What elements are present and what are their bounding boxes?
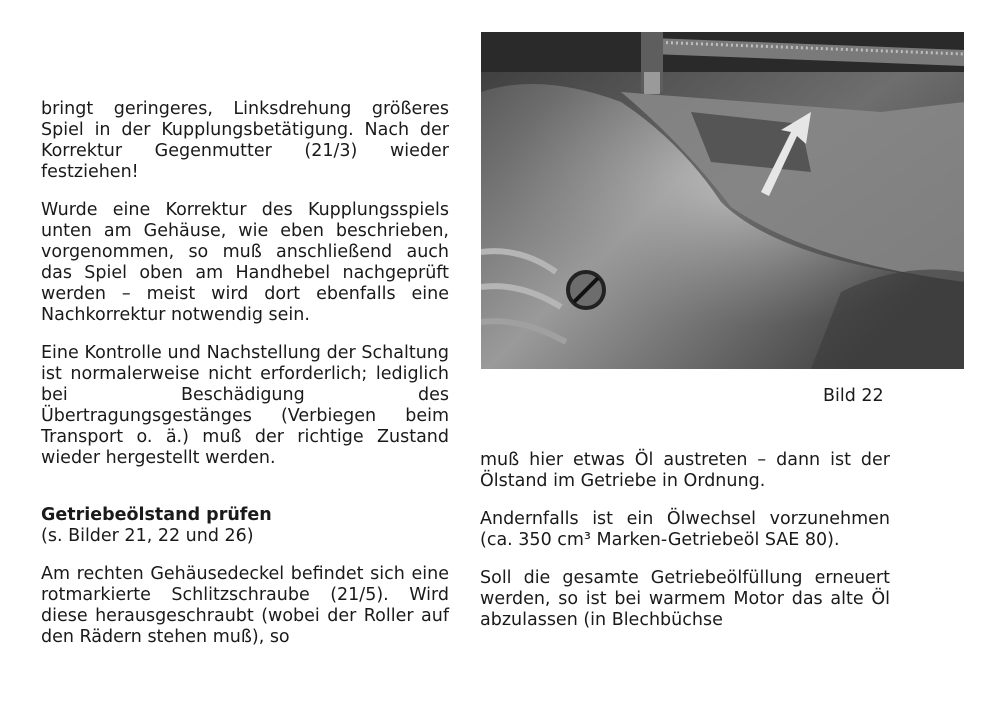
engine-photo	[481, 32, 964, 369]
paragraph-oil-drain: Soll die gesamte Getriebeölfüllung erneuert werden, so ist bei warmem Motor das alte Öl abzulassen (in Blechbüchse	[480, 568, 890, 630]
left-column	[41, 99, 449, 648]
section-heading: Getriebeölstand prüfen	[41, 505, 272, 525]
paragraph-oil-level: muß hier etwas Öl austreten – dann ist der Ölstand im Getriebe in Ordnung.	[480, 450, 890, 491]
section-subheading: (s. Bilder 21, 22 und 26)	[41, 526, 254, 546]
paragraph-oil-change: Andernfalls ist ein Ölwechsel vorzunehmen (ca. 350 cm³ Marken-Getriebeöl SAE 80).	[480, 509, 890, 550]
right-column	[480, 450, 890, 631]
paragraph-clutch-adjust: bringt geringeres, Linksdrehung größeres Spiel in der Kupplungsbetätigung. Nach der Korrektur Gegenmutter (21/3) wieder festziehen!	[41, 99, 449, 182]
paragraph-gearshift: Eine Kontrolle und Nachstellung der Schaltung ist normalerweise nicht erforderlich; lediglich bei Beschädigung des Übertragungsgestänges (Verbiegen beim Transport o. ä.) muß der richtige Zustand wieder hergestellt werden.	[41, 343, 449, 468]
engine-photo-image	[481, 32, 964, 369]
figure-caption: Bild 22	[823, 386, 884, 406]
paragraph-clutch-check: Wurde eine Korrektur des Kupplungsspiels unten am Gehäuse, wie eben beschrieben, vorgenommen, so muß anschließend auch das Spiel oben am Handhebel nachgeprüft werden – meist wird dort ebenfalls eine Nachkorrektur notwendig sein.	[41, 200, 449, 325]
paragraph-oil-screw: Am rechten Gehäusedeckel befindet sich eine rotmarkierte Schlitzschraube (21/5). Wird diese herausgeschraubt (wobei der Roller auf den Rädern stehen muß), so	[41, 564, 449, 647]
